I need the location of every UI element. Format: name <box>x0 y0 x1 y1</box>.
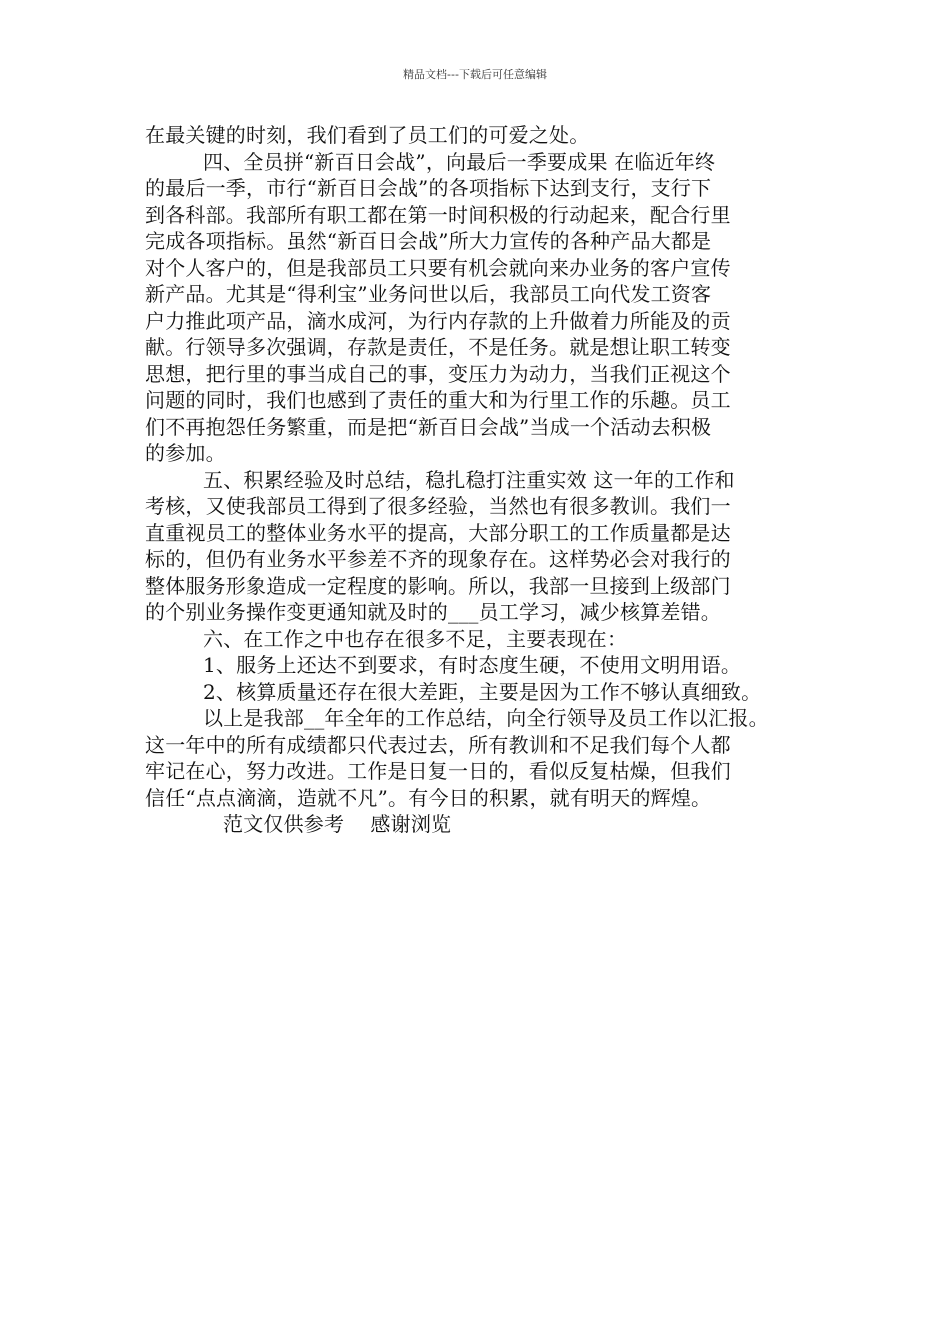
text-line: 户力推此项产品，滴水成河，为行内存款的上升做着力所能及的贡 <box>145 308 731 333</box>
text-line: 在最关键的时刻，我们看到了员工们的可爱之处。 <box>145 123 590 147</box>
text-line: 对个人客户的，但是我部员工只要有机会就向来办业务的客户宣传 <box>145 255 731 280</box>
text-line: 以上是我部__年全年的工作总结，向全行领导及员工作以汇报。 <box>203 706 769 730</box>
text-line: 新产品。尤其是“得利宝”业务问世以后，我部员工向代发工资客 <box>145 282 712 306</box>
text-line: 思想，把行里的事当成自己的事，变压力为动力，当我们正视这个 <box>145 361 731 386</box>
text-line: 考核，又使我部员工得到了很多经验，当然也有很多教训。我们一 <box>145 494 731 518</box>
text-line: 的最后一季，市行“新百日会战”的各项指标下达到支行，支行下 <box>145 176 712 200</box>
text-line: 五、积累经验及时总结，稳扎稳打注重实效 这一年的工作和 <box>203 467 735 492</box>
text-line: 标的，但仍有业务水平参差不齐的现象存在。这样势必会对我行的 <box>145 547 731 571</box>
text-line: 1、服务上还达不到要求，有时态度生硬，不使用文明用语。 <box>203 653 742 677</box>
text-line: 直重视员工的整体业务水平的提高，大部分职工的工作质量都是达 <box>145 520 731 545</box>
text-line: 到各科部。我部所有职工都在第一时间积极的行动起来，配合行里 <box>145 202 731 227</box>
text-line: 的个别业务操作变更通知就及时的___员工学习，减少核算差错。 <box>145 600 721 624</box>
text-line: 问题的同时，我们也感到了责任的重大和为行里工作的乐趣。员工 <box>145 388 731 412</box>
text-line: 们不再抱怨任务繁重，而是把“新百日会战”当成一个活动去积极 <box>145 414 712 439</box>
text-line: 的参加。 <box>145 441 226 465</box>
text-line: 完成各项指标。虽然“新百日会战”所大力宣传的各种产品大都是 <box>145 229 712 253</box>
footer-note: 范文仅供参考 感谢浏览 <box>223 812 452 836</box>
text-line: 整体服务形象造成一定程度的影响。所以，我部一旦接到上级部门 <box>145 573 731 598</box>
text-line: 六、在工作之中也存在很多不足，主要表现在： <box>203 626 628 651</box>
text-line: 献。行领导多次强调，存款是责任，不是任务。就是想让职工转变 <box>145 335 731 359</box>
page-header: 精品文档---下载后可任意编辑 <box>403 68 547 81</box>
text-line: 这一年中的所有成绩都只代表过去，所有教训和不足我们每个人都 <box>145 732 731 757</box>
document-body <box>145 122 825 838</box>
text-line: 牢记在心，努力改进。工作是日复一日的，看似反复枯燥，但我们 <box>145 759 731 783</box>
text-line: 四、全员拼“新百日会战”，向最后一季要成果 在临近年终 <box>203 149 716 174</box>
text-line: 2、核算质量还存在很大差距，主要是因为工作不够认真细致。 <box>203 679 762 704</box>
text-line: 信任“点点滴滴，造就不凡”。有今日的积累，就有明天的辉煌。 <box>145 785 712 810</box>
